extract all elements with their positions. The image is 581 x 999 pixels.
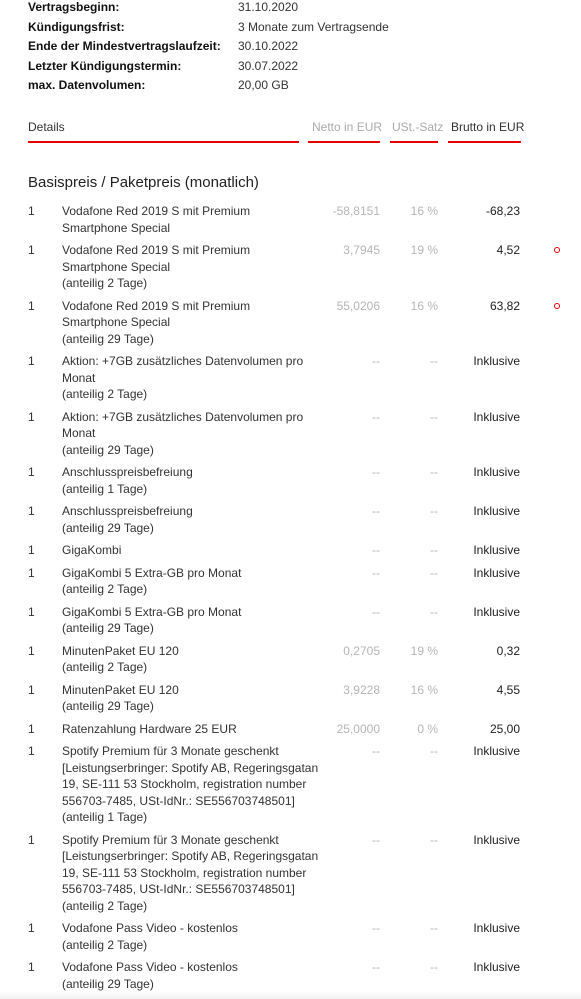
line-item: [28, 920, 568, 959]
item-brutto: 63,82: [489, 298, 520, 313]
item-ust-rate: --: [430, 409, 438, 424]
info-value: 20,00 GB: [238, 78, 289, 92]
item-brutto: Inklusive: [473, 744, 520, 758]
line-item: [28, 743, 568, 832]
item-description: [62, 503, 302, 536]
item-description-line: (anteilig 2 Tage): [62, 387, 148, 401]
item-description: [62, 721, 302, 738]
item-description: [62, 682, 302, 715]
info-value: 3 Monate zum Vertragsende: [238, 19, 389, 34]
item-description: [62, 464, 302, 497]
item-brutto: Inklusive: [473, 504, 520, 518]
item-description-line: Smartphone Special: [62, 259, 171, 274]
item-description: [62, 743, 319, 826]
info-dot-icon[interactable]: [554, 247, 560, 253]
item-netto: 25,0000: [336, 721, 380, 736]
item-brutto: 4,52: [496, 243, 520, 257]
item-description: [62, 604, 302, 637]
item-netto: --: [372, 960, 380, 974]
item-quantity: 1: [28, 465, 35, 479]
line-item: [28, 503, 568, 542]
item-description: [62, 298, 302, 348]
header-netto: Netto in EUR: [312, 120, 383, 134]
item-netto: --: [372, 543, 380, 557]
item-description-line: (anteilig 29 Tage): [62, 699, 154, 713]
header-brutto: Brutto in EUR: [451, 120, 525, 134]
item-brutto: Inklusive: [473, 565, 520, 580]
item-description-line: (anteilig 2 Tage): [62, 276, 148, 290]
item-description: [62, 565, 302, 598]
item-netto: 3,7945: [343, 243, 380, 257]
item-ust-rate: --: [430, 354, 438, 368]
item-ust-rate: --: [430, 543, 438, 557]
item-description-line: Vodafone Pass Video - kostenlos: [62, 960, 238, 974]
item-brutto: Inklusive: [473, 832, 520, 847]
item-description-line: MinutenPaket EU 120: [62, 643, 179, 658]
item-description-line: (anteilig 2 Tage): [62, 582, 148, 596]
line-item: [28, 464, 568, 503]
item-ust-rate: --: [430, 960, 438, 974]
item-description-line: (anteilig 29 Tage): [62, 976, 154, 991]
item-ust-rate: 16 %: [410, 298, 438, 313]
table-header: [28, 118, 528, 144]
item-description-line: (anteilig 2 Tage): [62, 937, 148, 952]
info-row-min-term: [28, 39, 568, 59]
item-description-line: Vodafone Red 2019 S mit Premium: [62, 204, 251, 218]
line-item: [28, 643, 568, 682]
line-item: [28, 721, 568, 744]
info-label: Letzter Kündigungstermin:: [28, 58, 182, 73]
item-ust-rate: 16 %: [410, 682, 438, 697]
item-brutto: 4,55: [496, 682, 520, 697]
item-description: [62, 959, 302, 992]
item-description-line: Aktion: +7GB zusätzliches Datenvolumen pro: [62, 354, 304, 368]
item-netto: --: [372, 504, 380, 518]
item-description-line: (anteilig 2 Tage): [62, 660, 148, 674]
contract-info: [28, 0, 568, 98]
item-description-line: GigaKombi: [62, 543, 122, 557]
info-row-start: [28, 0, 568, 20]
item-description-line: 556703-7485, USt-IdNr.: SE556703748501]: [62, 882, 295, 896]
item-description-line: Monat: [62, 426, 96, 440]
item-description-line: Anschlusspreisbefreiung: [62, 465, 193, 479]
header-ust: USt.-Satz: [392, 120, 444, 134]
item-quantity: 1: [28, 744, 35, 758]
line-item: [28, 682, 568, 721]
item-quantity: 1: [28, 298, 35, 313]
info-label: Ende der Mindestvertragslaufzeit:: [28, 39, 221, 53]
item-description: [62, 409, 302, 459]
item-brutto: 25,00: [489, 721, 520, 736]
item-ust-rate: --: [430, 832, 438, 847]
item-description-line: Anschlusspreisbefreiung: [62, 504, 193, 518]
item-quantity: 1: [28, 960, 35, 974]
item-ust-rate: --: [430, 565, 438, 580]
item-ust-rate: --: [430, 744, 438, 758]
item-description-line: Monat: [62, 370, 96, 385]
item-description: [62, 643, 302, 676]
item-ust-rate: 16 %: [410, 204, 438, 218]
info-row-notice: [28, 20, 568, 40]
item-description-line: 19, SE-111 53 Stockholm, registration number: [62, 777, 307, 791]
item-description-line: [Leistungserbringer: Spotify AB, Regeringsgatan: [62, 849, 319, 863]
item-ust-rate: 19 %: [410, 243, 438, 257]
item-brutto: Inklusive: [473, 465, 520, 479]
item-brutto: Inklusive: [473, 354, 520, 368]
item-netto: --: [372, 565, 380, 580]
section-title: Basispreis / Paketpreis (monatlich): [28, 174, 259, 191]
item-brutto: Inklusive: [473, 960, 520, 974]
item-brutto: -68,23: [485, 204, 520, 218]
item-netto: --: [372, 465, 380, 479]
line-item: [28, 203, 568, 242]
item-description-line: Spotify Premium für 3 Monate geschenkt: [62, 832, 279, 847]
info-label: Vertragsbeginn:: [28, 0, 120, 14]
item-netto: -58,8151: [332, 204, 380, 218]
item-ust-rate: --: [430, 604, 438, 619]
item-description-line: Ratenzahlung Hardware 25 EUR: [62, 721, 237, 736]
header-underline-details: [28, 141, 299, 143]
item-ust-rate: --: [430, 921, 438, 935]
item-description-line: 556703-7485, USt-IdNr.: SE556703748501]: [62, 793, 295, 808]
item-brutto: Inklusive: [473, 921, 520, 935]
header-underline-netto: [308, 141, 380, 143]
header-underline-ust: [390, 141, 438, 143]
line-item: [28, 565, 568, 604]
info-label: max. Datenvolumen:: [28, 78, 146, 92]
line-item: [28, 353, 568, 409]
item-description-line: [Leistungserbringer: Spotify AB, Regeringsgatan: [62, 760, 319, 775]
line-items-list: [28, 203, 568, 998]
item-netto: 55,0206: [336, 298, 380, 313]
item-quantity: 1: [28, 604, 35, 619]
item-description-line: Smartphone Special: [62, 220, 171, 235]
item-description-line: Vodafone Red 2019 S mit Premium: [62, 243, 251, 257]
info-value: 31.10.2020: [238, 0, 299, 14]
item-description: [62, 353, 302, 403]
item-description-line: (anteilig 29 Tage): [62, 442, 154, 457]
item-description: [62, 242, 302, 292]
line-item: [28, 242, 568, 298]
item-ust-rate: 0 %: [417, 721, 438, 736]
item-description-line: (anteilig 29 Tage): [62, 331, 154, 346]
item-quantity: 1: [28, 504, 35, 518]
item-description-line: GigaKombi 5 Extra-GB pro Monat: [62, 565, 242, 580]
item-netto: 0,2705: [343, 643, 380, 658]
item-netto: --: [372, 921, 380, 935]
item-ust-rate: --: [430, 504, 438, 518]
line-item: [28, 542, 568, 565]
header-details: Details: [28, 120, 65, 134]
line-item: [28, 832, 568, 921]
line-item: [28, 409, 568, 465]
item-quantity: 1: [28, 721, 35, 736]
item-brutto: Inklusive: [473, 543, 520, 557]
item-description-line: (anteilig 1 Tage): [62, 810, 148, 824]
item-quantity: 1: [28, 243, 35, 257]
item-description-line: (anteilig 2 Tage): [62, 898, 148, 913]
item-netto: --: [372, 832, 380, 847]
item-quantity: 1: [28, 643, 35, 658]
info-row-data-volume: [28, 78, 568, 98]
item-quantity: 1: [28, 832, 35, 847]
item-quantity: 1: [28, 682, 35, 697]
item-brutto: 0,32: [496, 643, 520, 658]
item-description-line: 19, SE-111 53 Stockholm, registration number: [62, 865, 307, 880]
item-description-line: (anteilig 1 Tage): [62, 481, 148, 496]
info-dot-icon[interactable]: [554, 303, 560, 309]
item-quantity: 1: [28, 409, 35, 424]
item-description-line: Vodafone Pass Video - kostenlos: [62, 921, 238, 935]
item-description: [62, 832, 319, 915]
info-value: 30.10.2022: [238, 39, 299, 53]
item-quantity: 1: [28, 204, 35, 218]
item-brutto: Inklusive: [473, 409, 520, 424]
item-netto: --: [372, 354, 380, 368]
info-value: 30.07.2022: [238, 58, 299, 73]
item-netto: 3,9228: [343, 682, 380, 697]
info-row-last-cancel: [28, 59, 568, 79]
item-quantity: 1: [28, 354, 35, 368]
item-description: [62, 920, 302, 953]
item-description: [62, 203, 302, 236]
info-label: Kündigungsfrist:: [28, 19, 125, 34]
item-quantity: 1: [28, 543, 35, 557]
item-ust-rate: --: [430, 465, 438, 479]
item-ust-rate: 19 %: [410, 643, 438, 658]
header-underline-brutto: [448, 141, 521, 143]
item-netto: --: [372, 409, 380, 424]
item-netto: --: [372, 604, 380, 619]
item-quantity: 1: [28, 921, 35, 935]
item-description-line: Smartphone Special: [62, 315, 171, 329]
item-description-line: (anteilig 29 Tage): [62, 520, 154, 535]
item-description: [62, 542, 302, 559]
item-quantity: 1: [28, 565, 35, 580]
item-description-line: Vodafone Red 2019 S mit Premium: [62, 298, 251, 313]
item-description-line: GigaKombi 5 Extra-GB pro Monat: [62, 604, 242, 619]
item-netto: --: [372, 744, 380, 758]
item-description-line: MinutenPaket EU 120: [62, 682, 179, 697]
line-item: [28, 298, 568, 354]
item-description-line: (anteilig 29 Tage): [62, 621, 154, 635]
line-item: [28, 604, 568, 643]
item-description-line: Spotify Premium für 3 Monate geschenkt: [62, 744, 279, 758]
item-description-line: Aktion: +7GB zusätzliches Datenvolumen pro: [62, 409, 304, 424]
scroll-fade: [0, 991, 581, 999]
item-brutto: Inklusive: [473, 604, 520, 619]
